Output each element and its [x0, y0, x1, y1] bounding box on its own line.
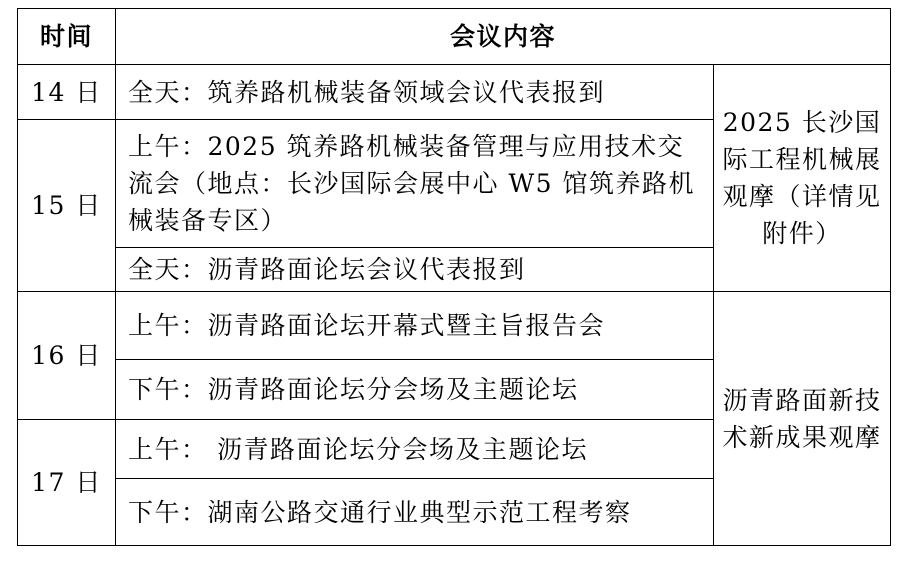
side-note-expo: 2025 长沙国际工程机械展观摩（详情见附件） — [714, 65, 891, 292]
date-cell: 14 日 — [18, 65, 116, 120]
side-note-tech: 沥青路面新技术新成果观摩 — [714, 292, 891, 546]
agenda-item: 全天：沥青路面论坛会议代表报到 — [116, 248, 714, 292]
agenda-item: 全天：筑养路机械装备领域会议代表报到 — [116, 65, 714, 120]
table-header-row — [18, 9, 891, 65]
header-time: 时间 — [18, 9, 116, 65]
table-row — [18, 65, 891, 120]
date-cell: 15 日 — [18, 120, 116, 292]
agenda-item: 下午：湖南公路交通行业典型示范工程考察 — [116, 479, 714, 546]
agenda-item: 上午：沥青路面论坛开幕式暨主旨报告会 — [116, 292, 714, 360]
agenda-item: 上午：2025 筑养路机械装备管理与应用技术交流会（地点：长沙国际会展中心 W5 馆筑养路机械装备专区） — [116, 120, 714, 248]
table-row — [18, 292, 891, 360]
date-cell: 16 日 — [18, 292, 116, 420]
date-cell: 17 日 — [18, 420, 116, 546]
agenda-item: 上午： 沥青路面论坛分会场及主题论坛 — [116, 420, 714, 479]
header-content: 会议内容 — [116, 9, 891, 65]
meeting-schedule-table — [17, 8, 891, 546]
agenda-item: 下午：沥青路面论坛分会场及主题论坛 — [116, 360, 714, 420]
